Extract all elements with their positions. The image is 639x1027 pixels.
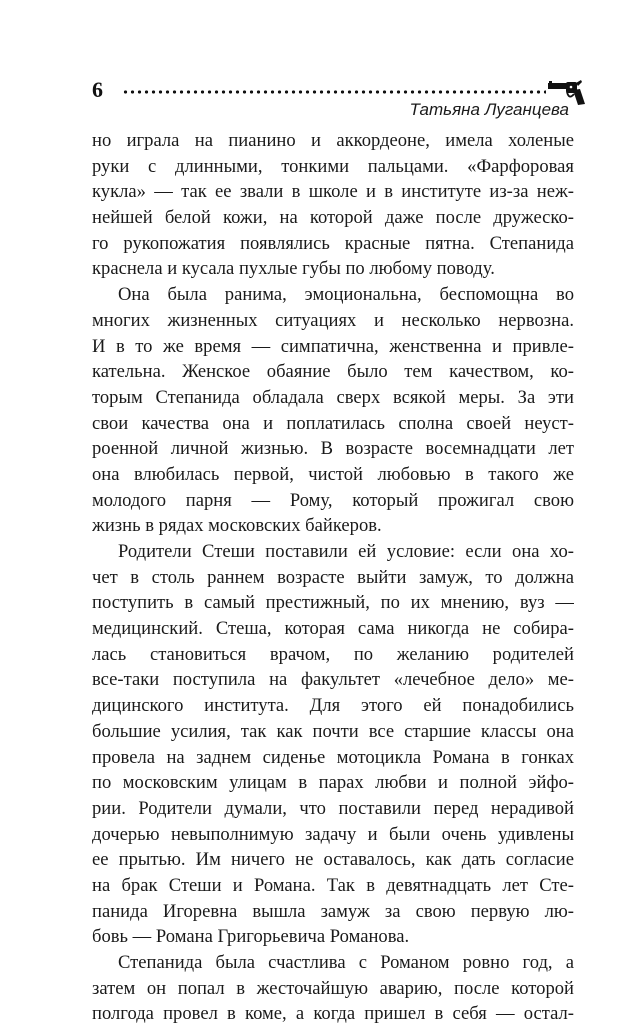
- text-line: молодого парня — Рому, который прожигал свою: [92, 489, 574, 511]
- text-line: кукла» — так ее звали в школе и в институте из-за неж-: [92, 181, 574, 203]
- text-line: торым Степанида обладала сверх всякой меры. За эти: [92, 386, 574, 408]
- paragraph: [92, 539, 574, 950]
- author-name: Татьяна Луганцева: [409, 100, 569, 119]
- text-line: роенной личной жизнью. В возрасте восемнадцати лет: [92, 438, 574, 460]
- text-line: дочерью невыполнимую задачу и были очень удивлены: [92, 823, 574, 845]
- text-line: на брак Стеши и Романа. Так в девятнадцать лет Сте-: [92, 874, 574, 896]
- text-line: Она была ранима, эмоциональна, беспомощна во: [118, 284, 574, 306]
- text-line: го рукопожатия появлялись красные пятна. Степанида: [92, 232, 574, 254]
- text-line: свои качества она и поплатилась сполна своей неуст-: [92, 412, 574, 434]
- text-line: панида Игоревна вышла замуж за свою первую лю-: [92, 900, 574, 922]
- body-text: [92, 128, 574, 1027]
- text-line: провела на заднем сиденье мотоцикла Романа в гонках: [92, 746, 574, 768]
- text-line: все-таки поступила на факультет «лечебное дело» ме-: [92, 669, 574, 691]
- text-line: чет в столь раннем возрасте выйти замуж, то должна: [92, 566, 574, 588]
- running-header: [0, 0, 639, 120]
- text-line: лась становиться врачом, по желанию родителей: [92, 643, 574, 665]
- text-line: ее прытью. Им ничего не оставалось, как дать согласие: [92, 849, 574, 871]
- text-line: она влюбилась первой, чистой любовью в такого же: [92, 463, 574, 485]
- text-line: жизнь в рядах московских байкеров.: [92, 515, 382, 537]
- text-line: И в то же время — симпатична, женственна и привле-: [92, 335, 574, 357]
- paragraph: [92, 128, 574, 282]
- text-line: большие усилия, так как почти все старшие классы она: [92, 720, 574, 742]
- text-line: рии. Родители думали, что поставили перед нерадивой: [92, 797, 574, 819]
- text-line: Степанида была счастлива с Романом ровно год, а: [118, 952, 574, 973]
- text-line: поступить в самый престижный, по их мнению, вуз —: [92, 592, 574, 614]
- text-line: бовь — Романа Григорьевича Романова.: [92, 926, 410, 948]
- text-line: многих жизненных ситуациях и несколько нервозна.: [92, 309, 574, 331]
- paragraph: [92, 950, 574, 1027]
- text-line: дицинского института. Для этого ей понадобились: [92, 695, 574, 717]
- page-number: 6: [92, 77, 103, 102]
- text-line: кательна. Женское обаяние было тем качеством, ко-: [92, 361, 574, 383]
- text-line: краснела и кусала пухлые губы по любому поводу.: [92, 258, 495, 280]
- text-line: медицинский. Стеша, которая сама никогда не собира-: [92, 618, 574, 640]
- text-line: по московским улицам в парах любви и полной эйфо-: [92, 772, 574, 794]
- text-line: затем он попал в жесточайшую аварию, после которой: [92, 977, 574, 999]
- text-line: нейшей белой кожи, на которой даже после дружеско-: [92, 207, 574, 229]
- text-line: но играла на пианино и аккордеоне, имела холеные: [92, 130, 574, 151]
- paragraph: [92, 282, 574, 539]
- text-line: руки с длинными, тонкими пальцами. «Фарфоровая: [92, 155, 574, 177]
- text-line: Родители Стеши поставили ей условие: если она хо-: [118, 541, 574, 562]
- text-line: полгода провел в коме, а когда пришел в себя — остал-: [92, 1003, 574, 1025]
- dotted-rule: [122, 90, 546, 94]
